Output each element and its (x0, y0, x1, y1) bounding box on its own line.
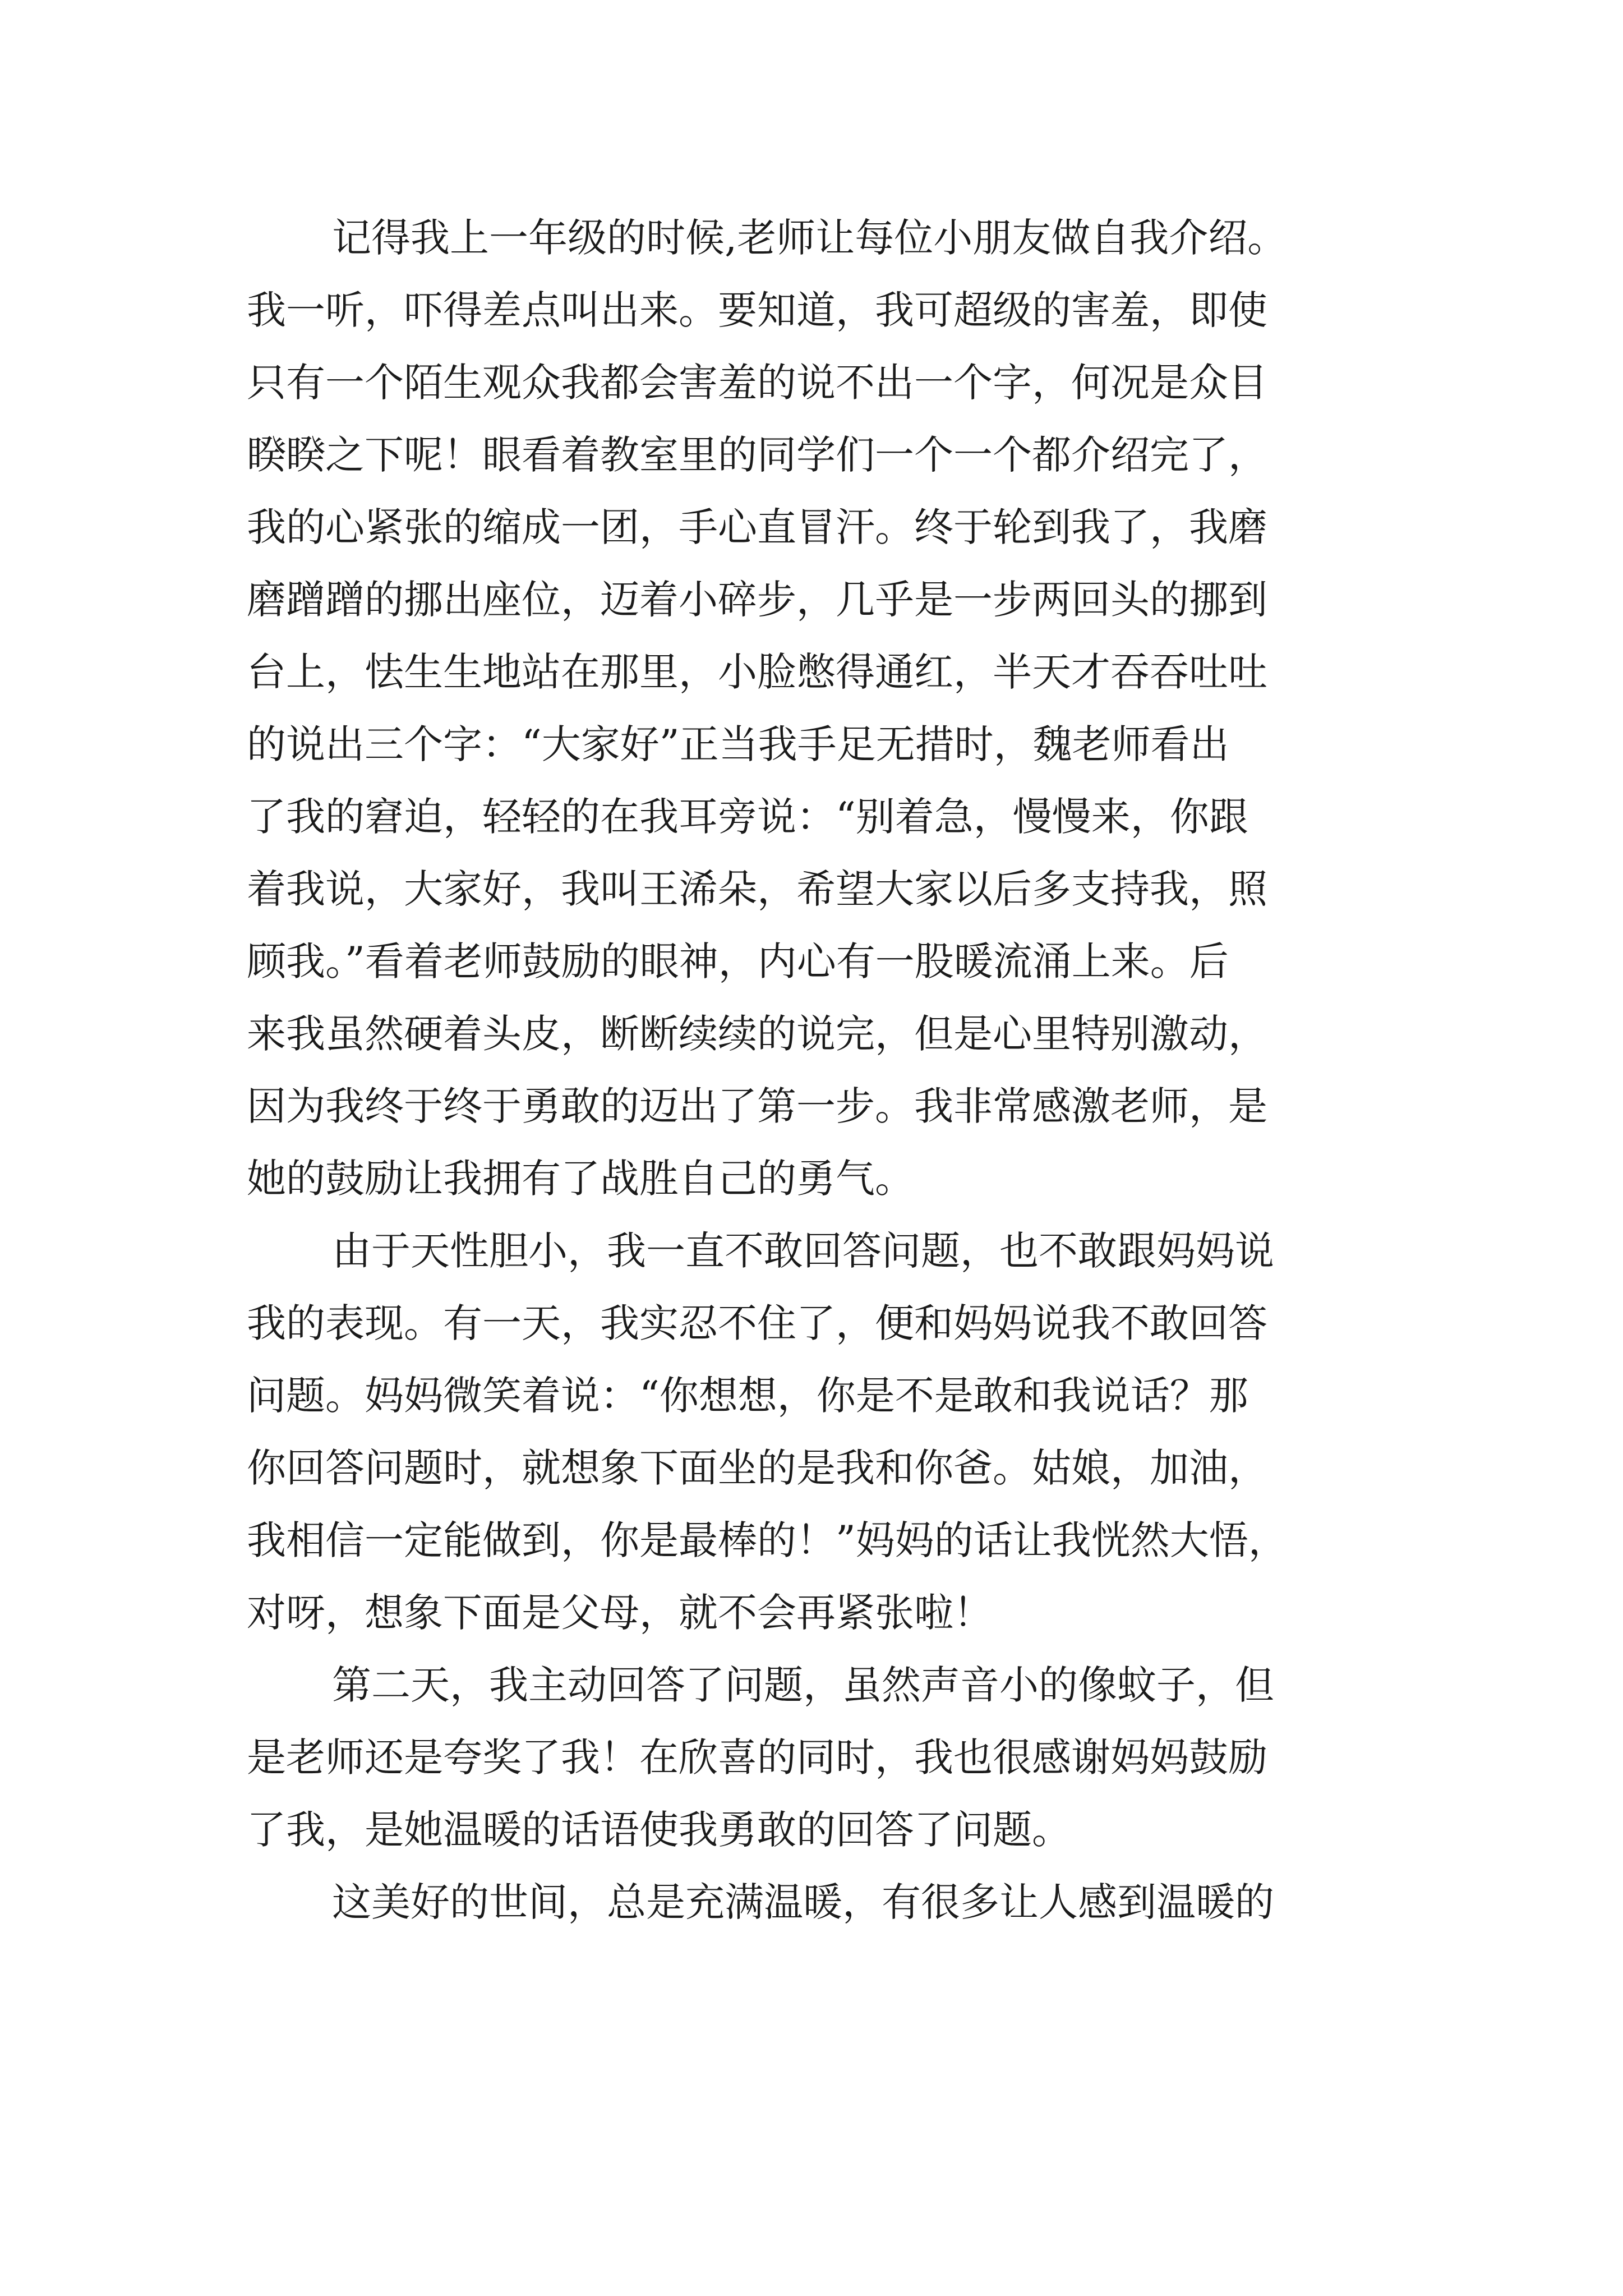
text-line: 只有一个陌生观众我都会害羞的说不出一个字，何况是众目 (247, 360, 1267, 406)
text-line: 我相信一定能做到，你是最棒的！”妈妈的话让我恍然大悟， (247, 1517, 1288, 1563)
text-line: 你回答问题时，就想象下面坐的是我和你爸。姑娘，加油， (247, 1445, 1267, 1491)
text-line: 这美好的世间，总是充满温暖，有很多让人感到温暖的 (332, 1879, 1274, 1925)
essay-text (247, 202, 1402, 1939)
text-line: 顾我。”看着老师鼓励的眼神，内心有一股暖流涌上来。后 (247, 938, 1229, 984)
text-line: 磨蹭蹭的挪出座位，迈着小碎步，几乎是一步两回头的挪到 (247, 577, 1267, 623)
text-line: 由于天性胆小，我一直不敢回答问题，也不敢跟妈妈说 (332, 1228, 1274, 1274)
text-line: 了我，是她温暖的话语使我勇敢的回答了问题。 (247, 1807, 1071, 1853)
text-line: 了我的窘迫，轻轻的在我耳旁说：“别着急，慢慢来，你跟 (247, 794, 1248, 840)
text-line: 问题。妈妈微笑着说：“你想想，你是不是敢和我说话？那 (247, 1373, 1248, 1419)
text-line: 台上，怯生生地站在那里，小脸憋得通红，半天才吞吞吐吐 (247, 649, 1267, 695)
text-line: 对呀，想象下面是父母，就不会再紧张啦！ (247, 1590, 993, 1636)
text-line: 我一听，吓得差点叫出来。要知道，我可超级的害羞，即使 (247, 287, 1267, 333)
text-line: 因为我终于终于勇敢的迈出了第一步。我非常感激老师，是 (247, 1083, 1267, 1129)
text-line: 第二天，我主动回答了问题，虽然声音小的像蚊子，但 (332, 1662, 1274, 1708)
text-line: 是老师还是夸奖了我！在欣喜的同时，我也很感谢妈妈鼓励 (247, 1734, 1267, 1780)
text-line: 着我说，大家好，我叫王浠朵，希望大家以后多支持我，照 (247, 866, 1267, 912)
text-line: 我的心紧张的缩成一团，手心直冒汗。终于轮到我了，我磨 (247, 504, 1267, 550)
text-line: 来我虽然硬着头皮，断断续续的说完，但是心里特别激动， (247, 1011, 1267, 1057)
text-line: 记得我上一年级的时候,老师让每位小朋友做自我介绍。 (332, 215, 1287, 261)
text-line: 睽睽之下呢！眼看着教室里的同学们一个一个都介绍完了， (247, 432, 1267, 478)
text-line: 我的表现。有一天，我实忍不住了，便和妈妈说我不敢回答 (247, 1300, 1267, 1346)
text-line: 她的鼓励让我拥有了战胜自己的勇气。 (247, 1156, 914, 1202)
text-line: 的说出三个字：“大家好”正当我手足无措时，魏老师看出 (247, 721, 1229, 767)
